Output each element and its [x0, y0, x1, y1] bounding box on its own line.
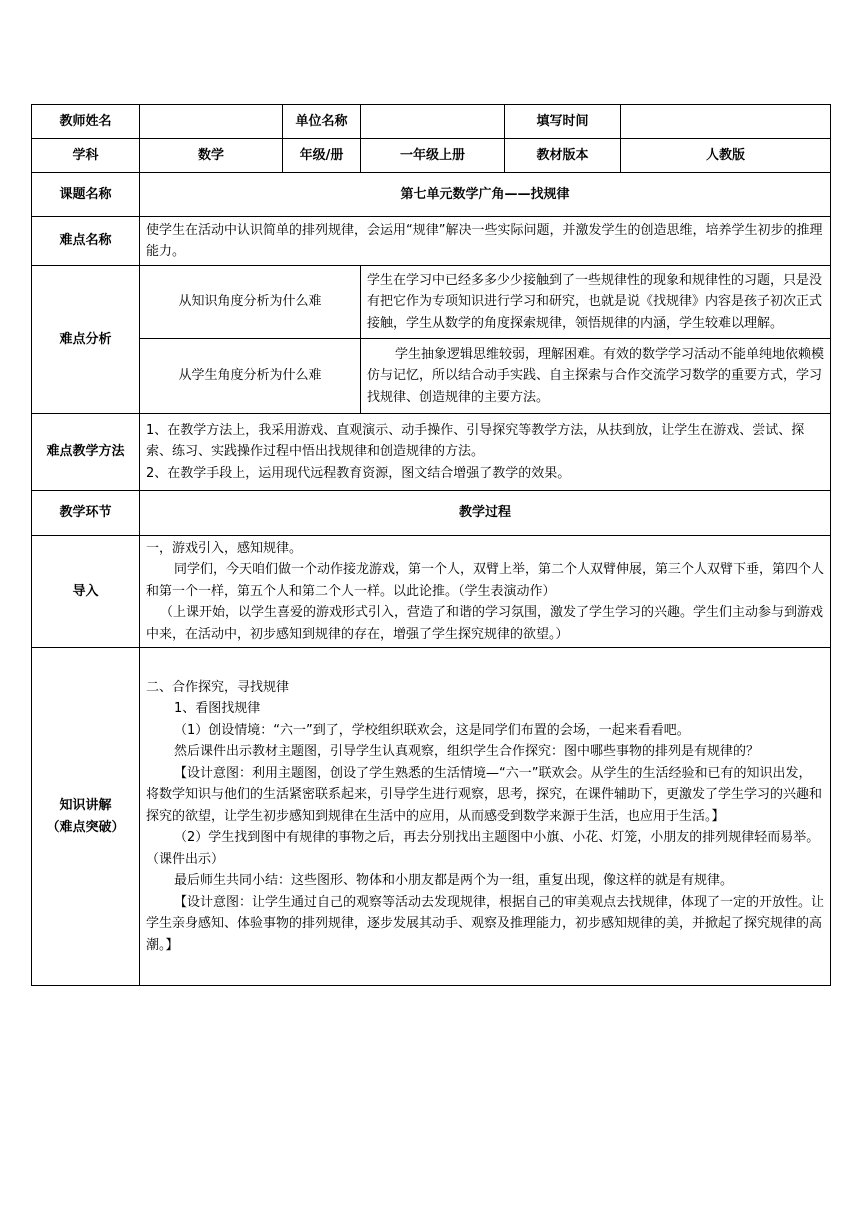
topic-label: 课题名称	[32, 173, 140, 217]
topic-row	[32, 173, 831, 217]
knowledge-row	[32, 648, 831, 986]
process-header: 教学过程	[140, 491, 831, 536]
subject-row	[32, 139, 831, 173]
knowledge-paragraph-8: 【设计意图：让学生通过自己的观察等活动去发现规律，根据自己的审美观点去找规律，体现了一定的开放性。让学生亲身感知、体验事物的排列规律，逐步发展其动手、观察及推理能力，初步感知规律的美，并掀起了探究规律的高潮。】	[146, 894, 825, 953]
difficulty-text: 使学生在活动中认识简单的排列规律，会运用“规律”解决一些实际问题，并激发学生的创造思维，培养学生初步的推理能力。	[140, 217, 831, 266]
intro-paragraph-2: 同学们，今天咱们做一个动作接龙游戏，第一个人，双臂上举，第二个人双臂伸展，第三个人双臂下垂，第四个人和第一个一样，第五个人和第二个人一样。以此论推。（学生表演动作）	[146, 562, 825, 599]
knowledge-paragraph-7: 最后师生共同小结：这些图形、物体和小朋友都是两个为一组，重复出现，像这样的就是有规律。	[174, 873, 734, 889]
subject-value: 数学	[140, 139, 283, 173]
methods-line-2: 2、在教学手段上，运用现代远程教育资源，图文结合增强了教学的效果。	[146, 465, 571, 481]
edition-value: 人教版	[621, 139, 831, 173]
knowledge-paragraph-5: 【设计意图：利用主题图，创设了学生熟悉的生活情境—“六一”联欢会。从学生的生活经验和已有的知识出发，将数学知识与他们的生活紧密联系起来，引导学生进行观察，思考，探究，在课件辅助下，更激发了学生学习的兴趣和探究的欲望，让学生初步感知到规律在生活中的应用，从而感受到数学来源于生活，也应用于生活。】	[146, 765, 823, 824]
analysis-knowledge-row	[32, 266, 831, 339]
knowledge-paragraph-6: （2）学生找到图中有规律的事物之后，再去分别找出主题图中小旗、小花、灯笼，小朋友的排列规律轻而易举。（课件出示）	[146, 830, 820, 867]
knowledge-paragraph-3: （1）创设情境：“六一”到了，学校组织联欢会，这是同学们布置的会场，一起来看看吧。	[174, 722, 690, 738]
grade-value: 一年级上册	[361, 139, 505, 173]
teacher-name-label: 教师姓名	[32, 105, 140, 139]
subject-label: 学科	[32, 139, 140, 173]
knowledge-paragraph-2: 1、看图找规律	[174, 701, 261, 717]
methods-label: 难点教学方法	[32, 414, 140, 491]
intro-paragraph-3: （上课开始，以学生喜爱的游戏形式引入，营造了和谐的学习氛围，激发了学生学习的兴趣。学生们主动参与到游戏中来，在活动中，初步感知到规律的存在，增强了学生探究规律的欲望。）	[146, 605, 824, 642]
knowledge-paragraph-4: 然后课件出示教材主题图，引导学生认真观察，组织学生合作探究：图中哪些事物的排列是有规律的？	[174, 744, 760, 760]
intro-row	[32, 536, 831, 648]
knowledge-angle-label: 从知识角度分析为什么难	[140, 266, 361, 339]
student-angle-label: 从学生角度分析为什么难	[140, 339, 361, 414]
difficulty-label: 难点名称	[32, 217, 140, 266]
student-angle-paragraph: 学生抽象逻辑思维较弱，理解困难。有效的数学学习活动不能单纯地依赖模仿与记忆，所以结合动手实践、自主探索与合作交流学习数学的重要方式，学习找规律、创造规律的主要方法。	[367, 346, 825, 405]
process-header-row	[32, 491, 831, 536]
unit-name-label: 单位名称	[283, 105, 361, 139]
methods-text	[140, 414, 831, 491]
intro-text	[140, 536, 831, 648]
fill-time-label: 填写时间	[505, 105, 621, 139]
knowledge-text	[140, 648, 831, 986]
fill-time-value	[621, 105, 831, 139]
grade-label: 年级/册	[283, 139, 361, 173]
knowledge-label-line-1: 知识讲解	[59, 798, 112, 813]
teacher-info-row	[32, 105, 831, 139]
stage-header: 教学环节	[32, 491, 140, 536]
analysis-student-row	[32, 339, 831, 414]
intro-paragraph-1: 一，游戏引入，感知规律。	[146, 540, 303, 556]
topic-value: 第七单元数学广角——找规律	[140, 173, 831, 217]
analysis-label: 难点分析	[32, 266, 140, 414]
difficulty-row	[32, 217, 831, 266]
methods-line-1: 1、在教学方法上，我采用游戏、直观演示、动手操作、引导探究等教学方法，从扶到放，让学生在游戏、尝试、探索、练习、实践操作过程中悟出找规律和创造规律的方法。	[146, 422, 805, 460]
methods-row	[32, 414, 831, 491]
intro-label: 导入	[32, 536, 140, 648]
knowledge-label	[32, 648, 140, 986]
teacher-name-value	[140, 105, 283, 139]
knowledge-angle-text: 学生在学习中已经多多少少接触到了一些规律性的现象和规律性的习题，只是没有把它作为专项知识进行学习和研究，也就是说《找规律》内容是孩子初次正式接触，学生从数学的角度探索规律，领悟规律的内涵，学生较难以理解。	[361, 266, 831, 339]
lesson-plan-table	[31, 104, 831, 986]
unit-name-value	[361, 105, 505, 139]
edition-label: 教材版本	[505, 139, 621, 173]
knowledge-paragraph-1: 二、合作探究，寻找规律	[146, 679, 290, 695]
knowledge-label-line-2: （难点突破）	[46, 819, 125, 835]
student-angle-text	[361, 339, 831, 414]
